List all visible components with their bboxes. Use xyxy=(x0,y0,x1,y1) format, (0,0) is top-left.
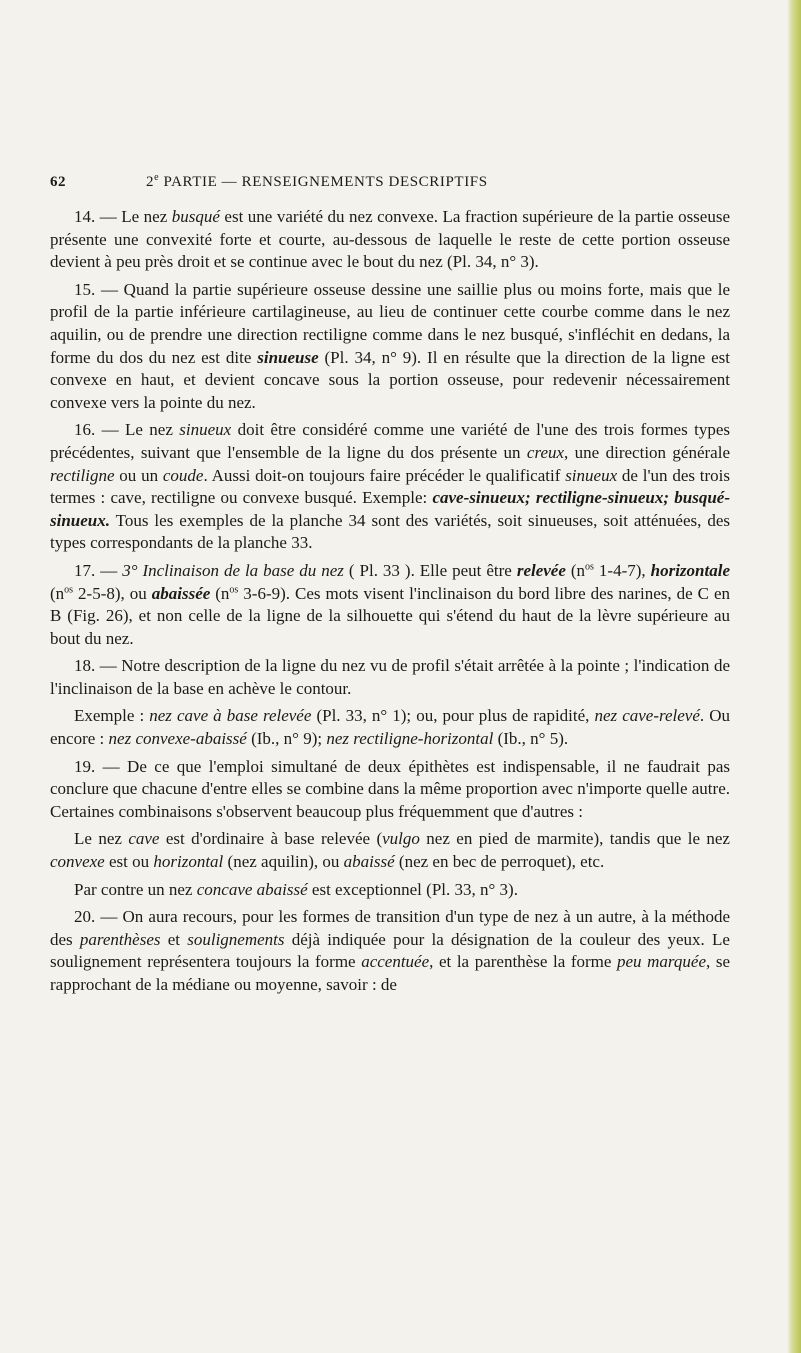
paragraph-17: 17. — 3° Inclinaison de la base du nez ( Pl. 33 ). Elle peut être relevée ($n^{os}$ 1-4-7), horizontale ($n^{os}$ 2-5-8), ou abaissée ($n^{os}$ 3-6-9). Ces mots visent l'inclinaison du bord libre des narines, de C en B (Fig. 26), et non celle de la ligne de la silhouette qui s'étend du haut de la lèvre supérieure au bout du nez. xyxy=(50,560,730,648)
paragraph-19-concave: Par contre un nez concave abaissé est exceptionnel (Pl. 33, n° 3). xyxy=(74,879,518,899)
paragraph-18: 18. — Notre description de la ligne du nez vu de profil s'était arrêtée à la pointe ; l'indication de l'inclinaison de la base en achève le contour. xyxy=(50,656,730,698)
paragraph-15: 15. — Quand la partie supérieure osseuse dessine une saillie plus ou moins forte, mais que le profil de la partie inférieure cartilagineuse, au lieu de continuer cette courbe comme dans le nez aquilin, ou de prendre une direction rectiligne comme dans le nez busqué, s'infléchit en dedans, la forme du dos du nez est dite sinueuse (Pl. 34, n° 9). Il en résulte que la direction de la ligne est convexe en haut, et devient concave sous la portion osseuse, pour redevenir nécessairement convexe vers la pointe du nez. xyxy=(50,279,730,412)
paragraph-19: 19. — De ce que l'emploi simultané de deux épithètes est indispensable, il ne faudrait pas conclure que chacune d'entre elles se combine dans la même proportion avec n'importe quelle autre. Certaines combinaisons s'observent beaucoup plus fréquemment que d'autres : xyxy=(50,756,730,821)
paragraph-19-cave: Le nez cave est d'ordinaire à base relevée (vulgo nez en pied de marmite), tandis que le nez convexe est ou horizontal (nez aquilin), ou abaissé (nez en bec de perroquet), etc. xyxy=(50,829,730,872)
paragraph-20: 20. — On aura recours, pour les formes de transition d'un type de nez à un autre, à la méthode des parenthèses et soulignements déjà indiquée pour la désignation de la couleur des yeux. Le soulignement représentera toujours la forme accentuée, et la parenthèse la forme peu marquée, se rapprochant de la médiane ou moyenne, savoir : de xyxy=(50,907,731,994)
running-title: 2e PARTIE — RENSEIGNEMENTS DESCRIPTIFS xyxy=(146,172,488,190)
paragraph-example: Exemple : nez cave à base relevée (Pl. 33, n° 1); ou, pour plus de rapidité, nez cave-relevé. Ou encore : nez convexe-abaissé (Ib., n° 9); nez rectiligne-horizontal (Ib., n° 5). xyxy=(50,706,730,749)
paragraph-14: 14. — Le nez busqué est une variété du nez convexe. La fraction supérieure de la partie osseuse présente une convexité forte et courte, au-dessous de laquelle le reste de cette portion osseuse devient à peu près droit et se continue avec le bout du nez (Pl. 34, n° 3). xyxy=(50,207,731,272)
running-header xyxy=(50,174,730,194)
page-edge-shading xyxy=(787,0,801,1353)
page-number: 62 xyxy=(50,174,66,190)
paragraph-16: 16. — Le nez sinueux doit être considéré comme une variété de l'une des trois formes types précédentes, suivant que l'ensemble de la ligne du dos présente un creux, une direction générale rectiligne ou un coude. Aussi doit-on toujours faire précéder le qualificatif sinueux de l'un des trois termes : cave, rectiligne ou convexe busqué. Exemple: cave-sinueux; rectiligne-sinueux; busqué-sinueux. Tous les exemples de la planche 34 sont des variétés, soit sinueuses, soit atténuées, des types correspondants de la planche 33. xyxy=(50,420,731,553)
page-body xyxy=(50,206,730,1002)
